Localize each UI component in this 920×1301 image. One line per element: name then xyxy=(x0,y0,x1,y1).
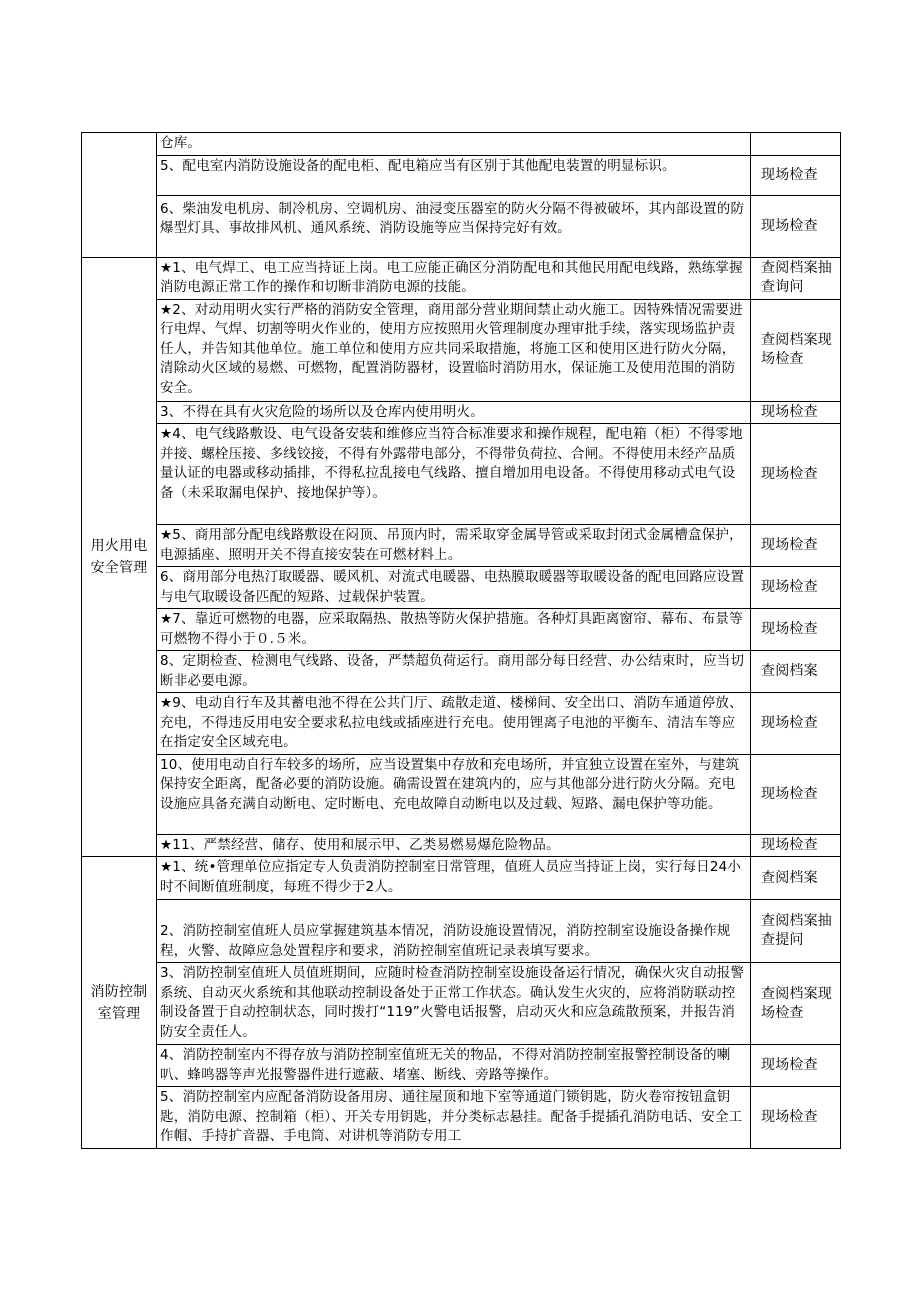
check-method: 现场检查 xyxy=(751,424,841,525)
check-method: 现场检查 xyxy=(751,155,841,195)
requirement-text: 6、柴油发电机房、制冷机房、空调机房、油浸变压器室的防火分隔不得被破坏，其内部设置的防爆型灯具、事故排风机、通风系统、消防设施等应当保持完好有效。 xyxy=(157,195,751,257)
requirement-text: 10、使用电动自行车较多的场所，应当设置集中存放和充电场所，并宜独立设置在室外，与建筑保持安全距离，配备必要的消防设施。确需设置在建筑内的，应与其他部分进行防火分隔。充电设施应具备充满自动断电、定时断电、充电故障自动断电以及过载、短路、漏电保护等功能。 xyxy=(157,754,751,834)
check-method: 现场检查 xyxy=(751,1045,841,1087)
requirement-text: 4、消防控制室内不得存放与消防控制室值班无关的物品，不得对消防控制室报警控制设备的喇叭、蜂鸣器等声光报警器件进行遮蔽、堵塞、断线、旁路等操作。 xyxy=(157,1045,751,1087)
requirement-text: ★9、电动自行车及其蓄电池不得在公共门厅、疏散走道、楼梯间、安全出口、消防车通道停放、充电，不得违反用电安全要求私拉电线或插座进行充电。使用锂离子电池的平衡车、清洁车等应在指定安全区域充电。 xyxy=(157,693,751,755)
requirement-text: 5、配电室内消防设施设备的配电柜、配电箱应当有区别于其他配电装置的明显标识。 xyxy=(157,155,751,195)
table-row xyxy=(82,900,841,963)
table-row xyxy=(82,424,841,525)
table-row xyxy=(82,1087,841,1149)
check-method: 现场检查 xyxy=(751,609,841,651)
requirement-text: ★5、商用部分配电线路敷设在闷顶、吊顶内时，需采取穿金属导管或采取封闭式金属槽盒保护，电源插座、照明开关不得直接安装在可燃材料上。 xyxy=(157,525,751,567)
requirement-text: 8、定期检查、检测电气线路、设备，严禁超负荷运行。商用部分每日经营、办公结束时，应当切断非必要电源。 xyxy=(157,651,751,693)
check-method: 查阅档案 xyxy=(751,651,841,693)
check-method xyxy=(751,133,841,156)
table-row xyxy=(82,525,841,567)
requirement-text: ★4、电气线路敷设、电气设备安装和维修应当符合标准要求和操作规程，配电箱（柜）不得零地并接、螺栓压接、多线铰接，不得有外露带电部分，不得带负荷拉、合闸。不得使用未经产品质量认证的电器或移动插排，不得私拉乱接电气线路、擅自增加用电设备。不得使用移动式电气设备（未采取漏电保护、接地保护等）。 xyxy=(157,424,751,525)
table-row xyxy=(82,299,841,401)
category-cell: 消防控制室管理 xyxy=(82,857,157,1149)
check-method: 查阅档案现场检查 xyxy=(751,299,841,401)
check-method: 现场检查 xyxy=(751,834,841,857)
requirement-text: 2、消防控制室值班人员应掌握建筑基本情况，消防设施设置情况，消防控制室设施设备操作规程，火警、故障应急处置程序和要求，消防控制室值班记录表填写要求。 xyxy=(157,900,751,963)
requirement-text: ★1、统•管理单位应指定专人负责消防控制室日常管理，值班人员应当持证上岗，实行每日24小时不间断值班制度，每班不得少于2人。 xyxy=(157,857,751,900)
table-row xyxy=(82,693,841,755)
requirement-text: 6、商用部分电热汀取暖器、暖风机、对流式电暖器、电热膜取暖器等取暖设备的配电回路应设置与电气取暖设备匹配的短路、过载保护装置。 xyxy=(157,567,751,609)
table-row xyxy=(82,401,841,424)
table-row xyxy=(82,651,841,693)
check-method: 查阅档案现场检查 xyxy=(751,963,841,1045)
check-method: 现场检查 xyxy=(751,1087,841,1149)
table-row xyxy=(82,155,841,195)
category-cell xyxy=(82,133,157,258)
table-row xyxy=(82,195,841,257)
table-row xyxy=(82,567,841,609)
requirement-text: ★1、电气焊工、电工应当持证上岗。电工应能正确区分消防配电和其他民用配电线路，熟练掌握消防电源正常工作的操作和切断非消防电源的技能。 xyxy=(157,257,751,299)
requirement-text: ★7、靠近可燃物的电器，应采取隔热、散热等防火保护措施。各种灯具距离窗帘、幕布、布景等可燃物不得小于０.５米。 xyxy=(157,609,751,651)
check-method: 现场检查 xyxy=(751,754,841,834)
table-row xyxy=(82,609,841,651)
table-row xyxy=(82,963,841,1045)
table-row xyxy=(82,257,841,299)
table-row xyxy=(82,1045,841,1087)
requirement-text: ★2、对动用明火实行严格的消防安全管理，商用部分营业期间禁止动火施工。因特殊情况需要进行电焊、气焊、切割等明火作业的，使用方应按照用火管理制度办理审批手续，落实现场监护责任人，并告知其他单位。施工单位和使用方应共同采取措施，将施工区和使用区进行防火分隔，清除动火区域的易燃、可燃物，配置消防器材，设置临时消防用水，保证施工及使用范围的消防安全。 xyxy=(157,299,751,401)
check-method: 现场检查 xyxy=(751,693,841,755)
requirement-text: 3、不得在具有火灾危险的场所以及仓库内使用明火。 xyxy=(157,401,751,424)
table-row xyxy=(82,754,841,834)
check-method: 现场检查 xyxy=(751,401,841,424)
check-method: 现场检查 xyxy=(751,567,841,609)
check-method: 现场检查 xyxy=(751,525,841,567)
requirement-text: 3、消防控制室值班人员值班期间，应随时检查消防控制室设施设备运行情况，确保火灾自动报警系统、自动灭火系统和其他联动控制设备处于正常工作状态。确认发生火灾的，应将消防联动控制设备置于自动控制状态，同时拨打“119”火警电话报警，启动灭火和应急疏散预案，并报告消防安全责任人。 xyxy=(157,963,751,1045)
category-cell: 用火用电安全管理 xyxy=(82,257,157,857)
check-method: 现场检查 xyxy=(751,195,841,257)
check-method: 查阅档案抽查询问 xyxy=(751,257,841,299)
check-method: 查阅档案抽查提问 xyxy=(751,900,841,963)
requirement-text: 仓库。 xyxy=(157,133,751,156)
table-row xyxy=(82,834,841,857)
check-method: 查阅档案 xyxy=(751,857,841,900)
table-row xyxy=(82,857,841,900)
requirement-text: ★11、严禁经营、储存、使用和展示甲、乙类易燃易爆危险物品。 xyxy=(157,834,751,857)
requirement-text: 5、消防控制室内应配备消防设备用房、通往屋顶和地下室等通道门锁钥匙，防火卷帘按钮盒钥匙，消防电源、控制箱（柜）、开关专用钥匙，并分类标志悬挂。配备手提插孔消防电话、安全工作帽、手持扩音器、手电筒、对讲机等消防专用工 xyxy=(157,1087,751,1149)
table-row xyxy=(82,133,841,156)
inspection-table xyxy=(81,132,841,1149)
